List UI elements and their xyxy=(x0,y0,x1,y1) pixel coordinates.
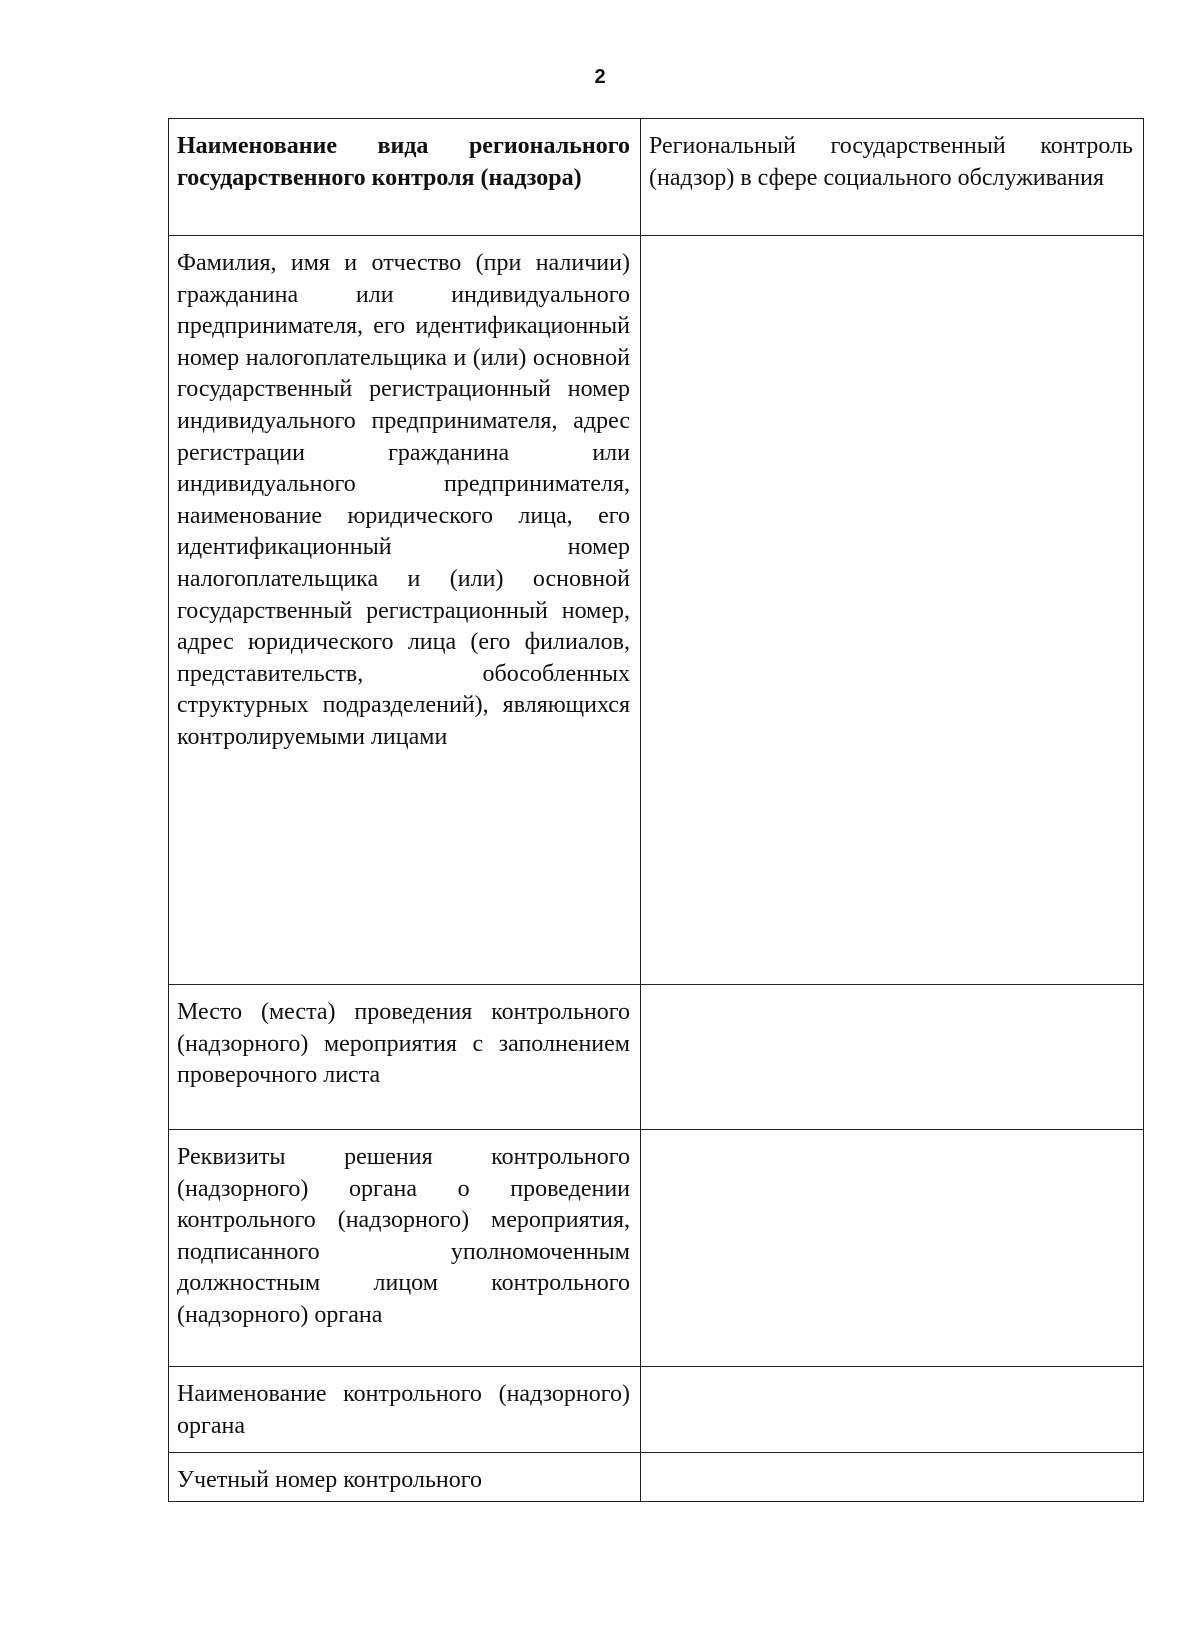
control-type-value: Региональный государственный контроль (надзор) в сфере социального обслуживания xyxy=(641,119,1144,236)
table-row-decision-details xyxy=(169,1130,1144,1367)
table-row-control-type xyxy=(169,119,1144,236)
inspection-place-value[interactable] xyxy=(641,985,1144,1130)
table-row-account-number xyxy=(169,1453,1144,1502)
controlled-person-value[interactable] xyxy=(641,236,1144,985)
table-row-authority-name xyxy=(169,1367,1144,1453)
authority-name-value[interactable] xyxy=(641,1367,1144,1453)
control-type-label: Наименование вида регионального государственного контроля (надзора) xyxy=(169,119,641,236)
inspection-details-table xyxy=(168,118,1144,1502)
inspection-place-label: Место (места) проведения контрольного (надзорного) мероприятия с заполнением проверочного листа xyxy=(169,985,641,1130)
decision-details-label: Реквизиты решения контрольного (надзорного) органа о проведении контрольного (надзорного) мероприятия, подписанного уполномоченным должностным лицом контрольного (надзорного) органа xyxy=(169,1130,641,1367)
account-number-value[interactable] xyxy=(641,1453,1144,1502)
table-row-inspection-place xyxy=(169,985,1144,1130)
table-row-controlled-person xyxy=(169,236,1144,985)
account-number-label: Учетный номер контрольного xyxy=(169,1453,641,1502)
decision-details-value[interactable] xyxy=(641,1130,1144,1367)
page-number: 2 xyxy=(594,66,606,88)
authority-name-label: Наименование контрольного (надзорного) органа xyxy=(169,1367,641,1453)
controlled-person-label: Фамилия, имя и отчество (при наличии) гражданина или индивидуального предпринимателя, его идентификационный номер налогоплательщика и (или) основной государственный регистрационный номер индивидуального предпринимателя, адрес регистрации гражданина или индивидуального предпринимателя, наименование юридического лица, его идентификационный номер налогоплательщика и (или) основной государственный регистрационный номер, адрес юридического лица (его филиалов, представительств, обособленных структурных подразделений), являющихся контролируемыми лицами xyxy=(169,236,641,985)
